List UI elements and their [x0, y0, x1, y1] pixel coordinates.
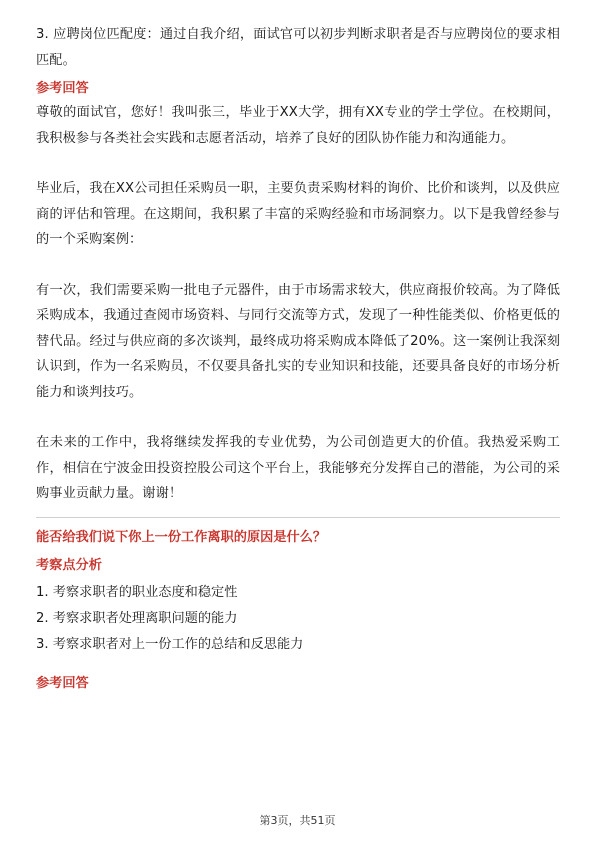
question-title: 能否给我们说下你上一份工作离职的原因是什么？	[36, 529, 327, 545]
analysis-item-3: 3. 考察求职者对上一份工作的总结和反思能力	[36, 636, 304, 652]
analysis-label: 考察点分析	[36, 557, 102, 573]
analysis-item-1: 1. 考察求职者的职业态度和稳定性	[36, 584, 238, 600]
analysis-item-2: 2. 考察求职者处理离职问题的能力	[36, 610, 238, 626]
intro-item: 3. 应聘岗位匹配度：通过自我介绍，面试官可以初步判断求职者是否与应聘岗位的要求相匹配。	[36, 27, 560, 68]
reference-answer-label-2: 参考回答	[36, 675, 89, 691]
page-footer: 第3页，共51页	[259, 814, 336, 827]
answer-paragraph-2: 毕业后，我在XX公司担任采购员一职，主要负责采购材料的询价、比价和谈判，以及供应商的评估和管理。在这期间，我积累了丰富的采购经验和市场洞察力。以下是我曾经参与的一个采购案例：	[36, 181, 560, 247]
answer-paragraph-4: 在未来的工作中，我将继续发挥我的专业优势，为公司创造更大的价值。我热爱采购工作，相信在宁波金田投资控股公司这个平台上，我能够充分发挥自己的潜能，为公司的采购事业贡献力量。谢谢！	[36, 435, 560, 501]
page-content	[36, 22, 560, 695]
reference-answer-label: 参考回答	[36, 81, 89, 96]
paragraph-gap	[36, 151, 560, 176]
paragraph-gap	[36, 405, 560, 430]
answer-paragraph-3: 有一次，我们需要采购一批电子元器件，由于市场需求较大，供应商报价较高。为了降低采购成本，我通过查阅市场资料、与同行交流等方式，发现了一种性能类似、价格更低的替代品。经过与供应商的多次谈判，最终成功将采购成本降低了20%。这一案例让我深刻认识到，作为一名采购员，不仅要具备扎实的专业知识和技能，还要具备良好的市场分析能力和谈判技巧。	[36, 282, 560, 400]
paragraph-gap	[36, 253, 560, 278]
answer-paragraph-1: 尊敬的面试官，您好！我叫张三，毕业于XX大学，拥有XX专业的学士学位。在校期间，我积极参与各类社会实践和志愿者活动，培养了良好的团队协作能力和沟通能力。	[36, 105, 560, 146]
section-divider	[36, 517, 560, 518]
